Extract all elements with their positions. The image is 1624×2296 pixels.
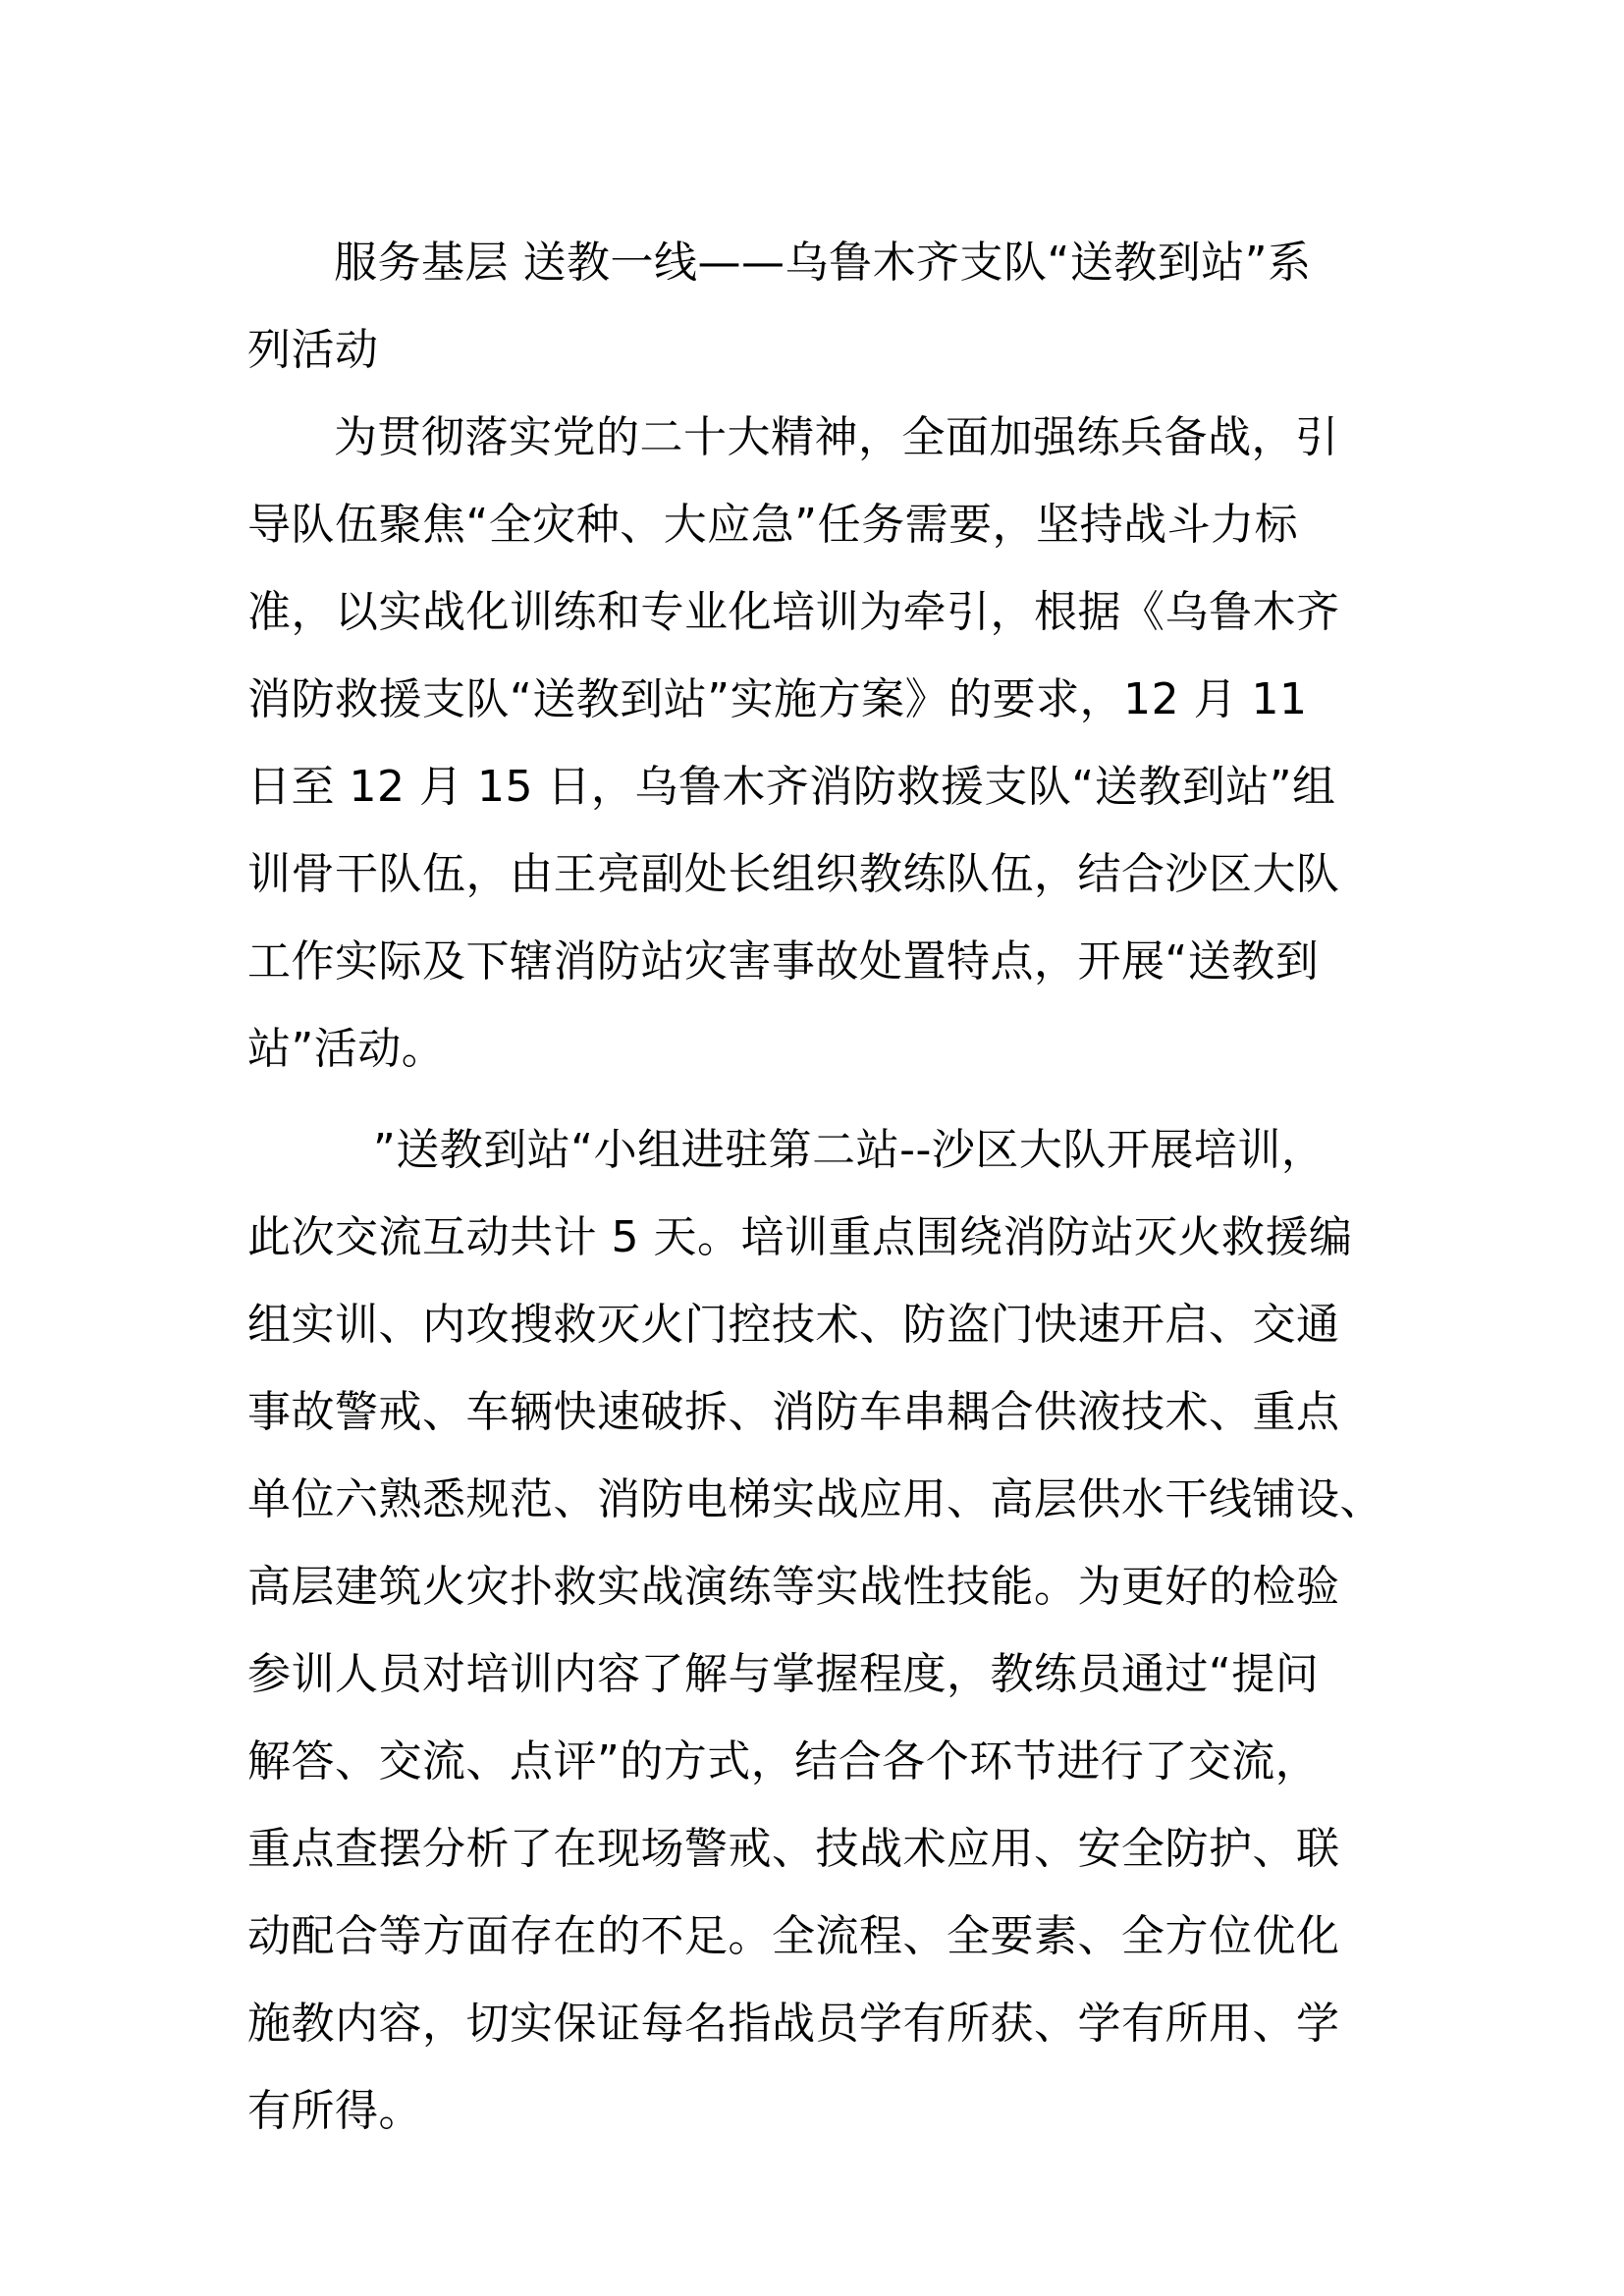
paragraph-line: 动配合等方面存在的不足。全流程、全要素、全方位优化 xyxy=(247,1911,1340,1961)
paragraph-spacer xyxy=(247,1093,1396,1106)
title-line: 列活动 xyxy=(247,325,379,375)
paragraph-line: 导队伍聚焦“全灾种、大应急”任务需要，坚持战斗力标 xyxy=(247,500,1299,550)
paragraph-line: ”送教到站“小组进驻第二站--沙区大队开展培训， xyxy=(373,1125,1326,1175)
paragraph-line: 消防救援支队“送教到站”实施方案》的要求，12 月 11 xyxy=(247,674,1308,724)
paragraph-line: 高层建筑火灾扑救实战演练等实战性技能。为更好的检验 xyxy=(247,1562,1340,1612)
paragraph-line: 日至 12 月 15 日，乌鲁木齐消防救援支队“送教到站”组 xyxy=(247,762,1336,812)
paragraph-line: 训骨干队伍，由王亮副处长组织教练队伍，结合沙区大队 xyxy=(247,849,1340,899)
title-line: 服务基层 送教一线——乌鲁木齐支队“送教到站”系 xyxy=(334,238,1312,288)
paragraph-line: 事故警戒、车辆快速破拆、消防车串耦合供液技术、重点 xyxy=(247,1387,1340,1437)
paragraph-line: 准，以实战化训练和专业化培训为牵引，根据《乌鲁木齐 xyxy=(247,587,1340,637)
paragraph-line: 单位六熟悉规范、消防电梯实战应用、高层供水干线铺设、 xyxy=(247,1474,1383,1524)
paragraph-line: 有所得。 xyxy=(247,2086,422,2136)
paragraph-line: 为贯彻落实党的二十大精神，全面加强练兵备战，引 xyxy=(334,412,1339,462)
document-body xyxy=(247,219,1396,2155)
paragraph-line: 工作实际及下辖消防站灾害事故处置特点，开展“送教到 xyxy=(247,936,1320,987)
paragraph-2 xyxy=(247,1106,1396,2155)
paragraph-line: 参训人员对培训内容了解与掌握程度，教练员通过“提问 xyxy=(247,1649,1320,1699)
paragraph-1 xyxy=(247,394,1396,1093)
paragraph-line: 重点查摆分析了在现场警戒、技战术应用、安全防护、联 xyxy=(247,1824,1340,1874)
paragraph-line: 组实训、内攻搜救灭火门控技术、防盗门快速开启、交通 xyxy=(247,1300,1340,1350)
paragraph-line: 施教内容，切实保证每名指战员学有所获、学有所用、学 xyxy=(247,1999,1340,2049)
paragraph-line: 此次交流互动共计 5 天。培训重点围绕消防站灭火救援编 xyxy=(247,1212,1353,1262)
document-title xyxy=(247,219,1396,394)
paragraph-line: 站”活动。 xyxy=(247,1024,446,1074)
paragraph-line: 解答、交流、点评”的方式，结合各个环节进行了交流， xyxy=(247,1736,1320,1787)
